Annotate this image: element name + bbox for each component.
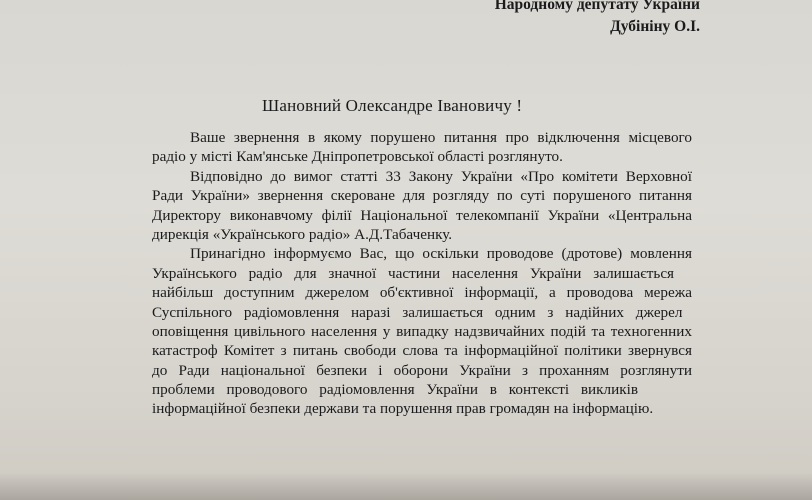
photo-shadow bbox=[0, 472, 812, 500]
addressee-block bbox=[495, 0, 700, 38]
body-line: оповіщення цивільного населення у випадку надзвичайних подій та техногенних bbox=[152, 322, 692, 340]
body-line: Директору виконавчому філії Національної телекомпанії України «Центральна bbox=[152, 206, 692, 224]
body-line: Ради України» звернення скероване для розгляду по суті порушеного питання bbox=[152, 187, 692, 205]
body-line: Ваше звернення в якому порушено питання про відключення місцевого bbox=[190, 129, 692, 146]
body-line: найбільш доступним джерелом об'єктивної інформації, а проводова мережа bbox=[152, 284, 692, 302]
body-line: до Ради національної безпеки і оборони України з проханням розглянути bbox=[152, 361, 692, 379]
letter-body bbox=[152, 128, 692, 419]
body-line: Українського радіо для значної частини населення України залишається bbox=[152, 264, 675, 282]
body-line: Принагідно інформуємо Вас, що оскільки проводове (дротове) мовлення bbox=[190, 245, 692, 263]
addressee-name: Дубініну О.І. bbox=[610, 18, 700, 35]
body-line: Відповідно до вимог статті 33 Закону України «Про комітети Верховної bbox=[190, 167, 692, 185]
salutation: Шановний Олександре Івановичу ! bbox=[262, 96, 523, 115]
addressee-title: Народному депутату України bbox=[494, 0, 700, 13]
body-line: дирекція «Українського радіо» А.Д.Табаченку. bbox=[152, 225, 453, 243]
body-line: проблеми проводового радіомовлення України в контексті викликів bbox=[152, 381, 639, 399]
body-line: радіо у місті Кам'янське Дніпропетровської області розглянуто. bbox=[152, 148, 563, 166]
body-line: інформаційної безпеки держави та порушення прав громадян на інформацію. bbox=[152, 400, 654, 418]
body-line: Суспільного радіомовлення наразі залишається одним з надійних джерел bbox=[152, 303, 683, 321]
body-line: катастроф Комітет з питань свободи слова та інформаційної політики звернувся bbox=[152, 342, 692, 360]
